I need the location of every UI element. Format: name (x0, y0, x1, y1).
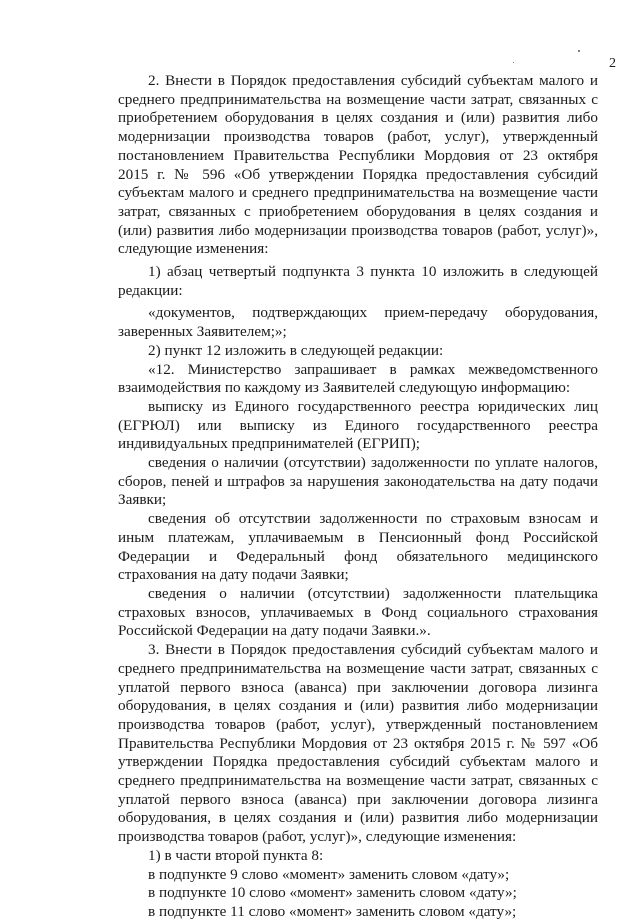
paragraph-subpoint-9: в подпункте 9 слово «момент» заменить словом «дату»; (148, 865, 510, 883)
scan-speck (578, 50, 580, 52)
paragraph-egrul: выписку из Единого государственного реестра юридических лиц (ЕГРЮЛ) или выписку из Единого государственного реестра индивидуальных предпринимателей (ЕГРИП); (118, 397, 598, 453)
paragraph-point-12: «12. Министерство запрашивает в рамках межведомственного взаимодействия по каждому из Заявителей следующую информацию: (118, 360, 598, 397)
paragraph-subpoint-10: в подпункте 10 слово «момент» заменить словом «дату»; (148, 884, 517, 902)
paragraph-tax-debt: сведения о наличии (отсутствии) задолженности по уплате налогов, сборов, пеней и штрафов за нарушения законодательства на дату подачи Заявки; (118, 454, 598, 509)
paragraph-point-8: 1) в части второй пункта 8: (148, 846, 324, 864)
paragraph-item-3: 3. Внести в Порядок предоставления субсидий субъектам малого и среднего предпринимательства на возмещение части затрат, связанных с уплатой первого взноса (аванса) при заключении договора лизинга оборудования, в целях создания и (или) развития либо модернизации производства товаров (работ, услуг), утвержденный постановлением Правительства Республики Мордовия от 23 октября 2015 г. № 597 «Об утверждении Порядка предоставления субсидий субъектам малого и среднего предпринимательства на возмещение части затрат, связанных с уплатой первого взноса (аванса) при заключении договора лизинга оборудования, в целях создания и (или) развития либо модернизации производства товаров (работ, услуг)», следующие изменения: (118, 641, 598, 846)
paragraph-pension-debt: сведения об отсутствии задолженности по страховым взносам и иным платежам, уплачиваемым в Пенсионный фонд Российской Федерации и Федеральный фонд обязательного медицинского страхования на дату подачи Заявки; (118, 510, 598, 584)
paragraph-subitem-1: 1) абзац четвертый подпункта 3 пункта 10 изложить в следующей редакции: (118, 263, 598, 299)
paragraph-quote: «документов, подтверждающих прием-передачу оборудования, заверенных Заявителем;»; (118, 304, 598, 341)
document-body (118, 72, 598, 922)
page-number: 2 (609, 56, 616, 71)
paragraph-subitem-2: 2) пункт 12 изложить в следующей редакции: (148, 341, 444, 359)
paragraph-social-insurance-debt: сведения о наличии (отсутствии) задолженности плательщика страховых взносов, уплачиваемых в Фонд социального страхования Российской Федерации на дату подачи Заявки.». (118, 584, 598, 640)
paragraph-subpoint-11: в подпункте 11 слово «момент» заменить словом «дату»; (148, 902, 517, 920)
scan-speck (513, 62, 514, 63)
paragraph-item-2: 2. Внести в Порядок предоставления субсидий субъектам малого и среднего предпринимательства на возмещение части затрат, связанных с приобретением оборудования в целях создания и (или) развития либо модернизации производства товаров (работ, услуг), утвержденный постановлением Правительства Республики Мордовия от 23 октября 2015 г. № 596 «Об утверждении Порядка предоставления субсидий субъектам малого и среднего предпринимательства на возмещение части затрат, связанных с приобретением оборудования в целях создания и (или) развития либо модернизации производства товаров (работ, услуг)», следующие изменения: (118, 72, 598, 258)
